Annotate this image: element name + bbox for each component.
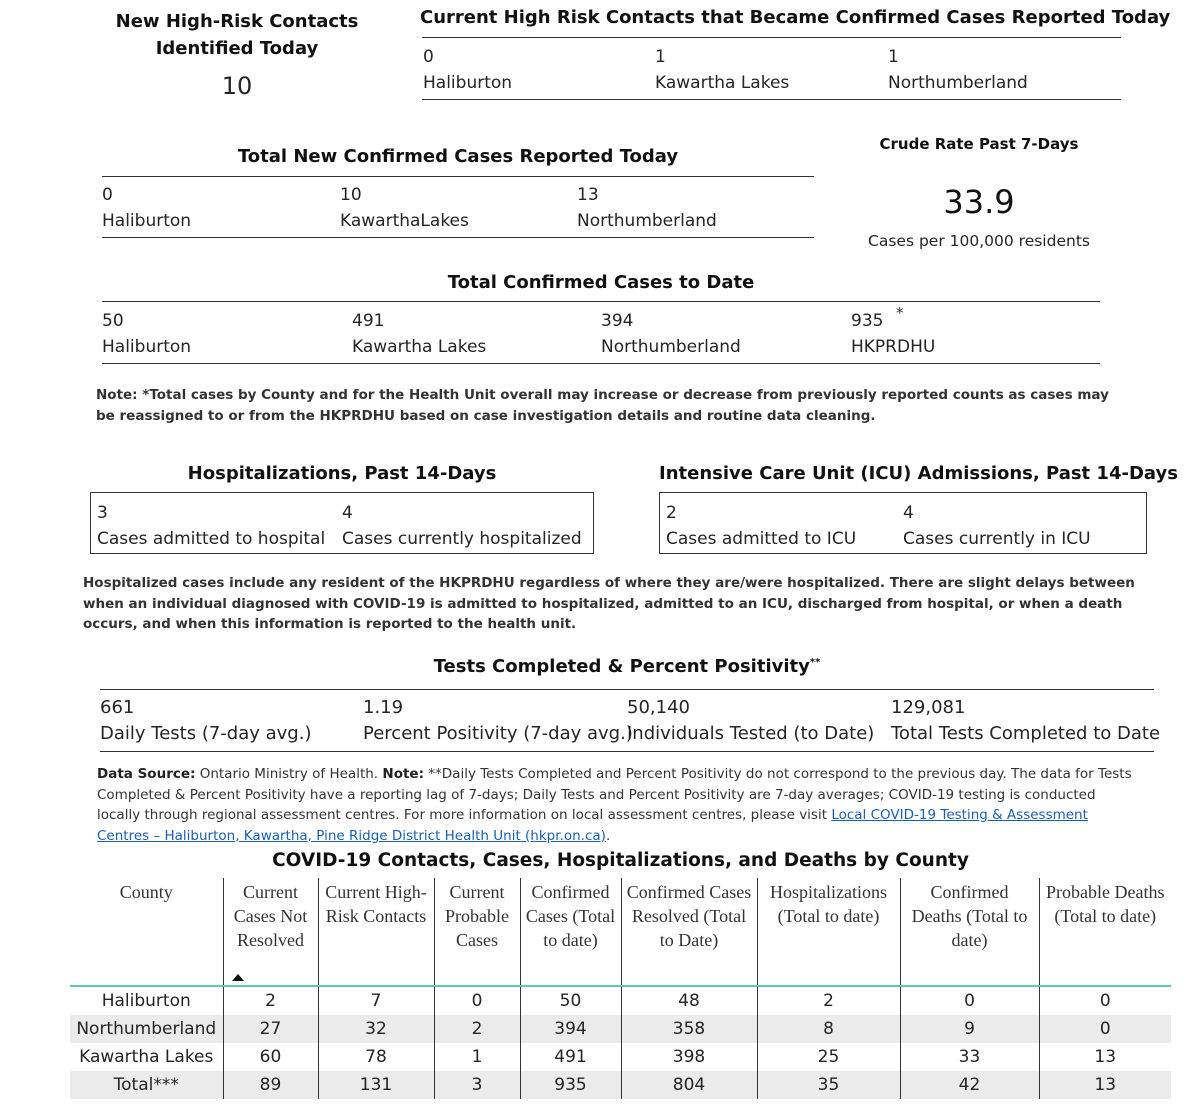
table-row xyxy=(70,1043,1171,1071)
cell: 358 xyxy=(621,1015,757,1043)
note-total-cases: Note: *Total cases by County and for the Health Unit overall may increase or decrease from previously reported counts as cases may be reassigned to or from the HKPRDHU based on case investigation details and routine data cleaning. xyxy=(96,387,1109,424)
cell: 0 xyxy=(1039,1015,1171,1043)
total-confirmed-kawartha xyxy=(352,308,486,360)
data-source-end: . xyxy=(605,827,611,844)
total-confirmed-haliburton xyxy=(102,308,191,360)
total-confirmed-title: Total Confirmed Cases to Date xyxy=(447,272,755,293)
label: Cases currently in ICU xyxy=(903,529,1091,549)
cell: 89 xyxy=(223,1071,318,1099)
label: Haliburton xyxy=(102,337,192,357)
label: Cases admitted to hospital xyxy=(97,529,326,549)
crude-rate-title: Crude Rate Past 7-Days xyxy=(879,135,1079,153)
county-table-title: COVID-19 Contacts, Cases, Hospitalizations, and Deaths by County xyxy=(272,850,969,871)
value: 10 xyxy=(340,185,362,205)
cell: 13 xyxy=(1039,1043,1171,1071)
crude-rate-value: 33.9 xyxy=(943,183,1015,221)
cell: 13 xyxy=(1039,1071,1171,1099)
value: 13 xyxy=(577,185,599,205)
data-source-label: Data Source: xyxy=(97,766,196,782)
icu-title: Intensive Care Unit (ICU) Admissions, Past 14-Days xyxy=(659,463,1178,484)
tests-daily xyxy=(100,695,311,747)
value: 4 xyxy=(342,503,353,523)
cell: 804 xyxy=(621,1071,757,1099)
cell: 78 xyxy=(318,1043,434,1071)
total-confirmed-top-rule xyxy=(102,301,1100,302)
data-source-note xyxy=(97,764,1137,846)
value: 50,140 xyxy=(627,697,690,718)
cell: 48 xyxy=(621,986,757,1015)
tests-title xyxy=(100,656,1154,677)
hr-confirmed-kawartha xyxy=(655,44,789,96)
new-confirmed-kawartha xyxy=(340,182,469,234)
hospitalizations-box xyxy=(90,492,594,554)
header-high-risk-contacts[interactable]: Current High-Risk Contacts xyxy=(318,878,434,986)
cell-county: Northumberland xyxy=(70,1015,223,1043)
label: Percent Positivity (7-day avg.) xyxy=(363,723,633,744)
value: 0 xyxy=(423,47,434,67)
tests-top-rule xyxy=(100,689,1154,690)
hr-confirmed-top-rule xyxy=(422,37,1121,38)
table-row xyxy=(70,986,1171,1015)
cell: 7 xyxy=(318,986,434,1015)
icu-admitted xyxy=(666,500,856,552)
new-confirmed-title: Total New Confirmed Cases Reported Today xyxy=(237,146,679,167)
value: 1 xyxy=(655,47,666,67)
table-header-row xyxy=(70,878,1171,986)
label: Daily Tests (7-day avg.) xyxy=(100,723,312,744)
hr-confirmed-haliburton xyxy=(423,44,512,96)
cell: 131 xyxy=(318,1071,434,1099)
cell: 32 xyxy=(318,1015,434,1043)
county-table xyxy=(70,878,1171,1099)
label: Total Tests Completed to Date xyxy=(891,723,1161,744)
cell: 25 xyxy=(757,1043,900,1071)
label: Individuals Tested (to Date) xyxy=(627,723,875,744)
table-row xyxy=(70,1015,1171,1043)
cell: 2 xyxy=(223,986,318,1015)
hosp-admitted xyxy=(97,500,325,552)
cell: 0 xyxy=(900,986,1039,1015)
cell: 60 xyxy=(223,1043,318,1071)
hospitalizations-title: Hospitalizations, Past 14-Days xyxy=(187,463,497,484)
tests-title-text: Tests Completed & Percent Positivity xyxy=(433,656,810,677)
header-confirmed-deaths[interactable]: Confirmed Deaths (Total to date) xyxy=(900,878,1039,986)
header-cases-not-resolved[interactable] xyxy=(223,878,318,986)
cell: 935 xyxy=(520,1071,621,1099)
value: 3 xyxy=(97,503,108,523)
label: Cases admitted to ICU xyxy=(666,529,857,549)
new-high-risk-title xyxy=(110,8,364,62)
value: 1 xyxy=(888,47,899,67)
hr-confirmed-northumberland xyxy=(888,44,1028,96)
cell: 27 xyxy=(223,1015,318,1043)
label: Kawartha Lakes xyxy=(655,73,790,93)
total-confirmed-asterisk: * xyxy=(896,304,904,322)
cell: 0 xyxy=(1039,986,1171,1015)
cell: 8 xyxy=(757,1015,900,1043)
icu-current xyxy=(903,500,1091,552)
icu-box xyxy=(659,492,1147,554)
cell-county: Kawartha Lakes xyxy=(79,1047,214,1067)
new-high-risk-value: 10 xyxy=(221,72,253,100)
cell-county: Total*** xyxy=(70,1071,223,1099)
assessment-centres-link[interactable]: Local COVID-19 Testing & Assessment Centres – Haliburton, Kawartha, Pine Ridge District Health Unit (hkpr.on.ca) xyxy=(97,807,1088,844)
header-county[interactable]: County xyxy=(119,882,173,902)
new-confirmed-northumberland xyxy=(577,182,717,234)
cell: 1 xyxy=(434,1043,520,1071)
data-source-note-label: Note: xyxy=(382,766,424,782)
cell: 491 xyxy=(520,1043,621,1071)
label: Cases currently hospitalized xyxy=(342,529,582,549)
sort-ascending-icon[interactable] xyxy=(232,974,244,981)
header-probable-deaths[interactable]: Probable Deaths (Total to date) xyxy=(1039,878,1171,986)
crude-rate-caption: Cases per 100,000 residents xyxy=(868,232,1090,250)
value: 491 xyxy=(352,311,385,331)
cell: 2 xyxy=(757,986,900,1015)
label: Haliburton xyxy=(423,73,513,93)
label: HKPRDHU xyxy=(851,337,936,357)
cell: 398 xyxy=(621,1043,757,1071)
cell: 50 xyxy=(520,986,621,1015)
label: Northumberland xyxy=(888,73,1028,93)
new-confirmed-haliburton xyxy=(102,182,191,234)
new-high-risk-title-line1: New High-Risk Contacts xyxy=(115,11,359,32)
data-source-note-text: **Daily Tests Completed and Percent Positivity do not correspond to the previous day. The data for Tests Completed & Percent Positivity have a reporting lag of 7-days; Daily Tests and Percent Positivity are 7-day averages; COVID-19 testing is conducted locally through regional assessment centres. For more information on local assessment centres, please visit xyxy=(97,766,1132,823)
total-confirmed-northumberland xyxy=(601,308,741,360)
cell: 42 xyxy=(900,1071,1039,1099)
value: 50 xyxy=(102,311,124,331)
cell: 9 xyxy=(900,1015,1039,1043)
value: 394 xyxy=(601,311,634,331)
total-confirmed-hkprdhu xyxy=(851,308,935,360)
value: 2 xyxy=(666,503,677,523)
total-confirmed-bottom-rule xyxy=(102,363,1100,364)
header-hospitalizations[interactable]: Hospitalizations (Total to date) xyxy=(757,878,900,986)
tests-bottom-rule xyxy=(100,751,1154,752)
label: Northumberland xyxy=(601,337,741,357)
value: 129,081 xyxy=(891,697,966,718)
header-cases-not-resolved-text: Current Cases Not Resolved xyxy=(233,882,308,950)
value: 1.19 xyxy=(363,697,404,718)
label: Kawartha Lakes xyxy=(352,337,487,357)
cell: 0 xyxy=(434,986,520,1015)
new-confirmed-top-rule xyxy=(102,176,814,177)
note-hospitalizations: Hospitalized cases include any resident of the HKPRDHU regardless of where they are/were hospitalized. There are slight delays between when an individual diagnosed with COVID-19 is admitted to hospitalized, admitted to an ICU, discharged from hospital, or when a death occurs, and when this information is reported to the health unit. xyxy=(83,575,1135,632)
tests-individuals xyxy=(627,695,874,747)
header-confirmed-cases[interactable]: Confirmed Cases (Total to date) xyxy=(520,878,621,986)
data-source-text: Ontario Ministry of Health. xyxy=(195,766,383,782)
label: Haliburton xyxy=(102,211,192,231)
header-confirmed-resolved[interactable]: Confirmed Cases Resolved (Total to Date) xyxy=(621,878,757,986)
tests-positivity xyxy=(363,695,633,747)
hr-confirmed-bottom-rule xyxy=(422,99,1121,100)
label: Northumberland xyxy=(577,211,717,231)
value: 935 xyxy=(851,311,884,331)
hosp-current xyxy=(342,500,582,552)
value: 661 xyxy=(100,697,135,718)
new-high-risk-title-line2: Identified Today xyxy=(155,38,319,59)
header-probable-cases[interactable]: Current Probable Cases xyxy=(434,878,520,986)
tests-total xyxy=(891,695,1160,747)
cell: 35 xyxy=(757,1071,900,1099)
cell-county: Haliburton xyxy=(101,991,191,1011)
table-row xyxy=(70,1071,1171,1099)
label: KawarthaLakes xyxy=(340,211,469,231)
cell: 3 xyxy=(434,1071,520,1099)
tests-title-sup: ** xyxy=(809,657,821,668)
cell: 2 xyxy=(434,1015,520,1043)
hr-confirmed-title: Current High Risk Contacts that Became Confirmed Cases Reported Today xyxy=(420,7,1171,28)
value: 0 xyxy=(102,185,113,205)
value: 4 xyxy=(903,503,914,523)
cell: 394 xyxy=(520,1015,621,1043)
new-confirmed-bottom-rule xyxy=(102,237,814,238)
cell: 33 xyxy=(900,1043,1039,1071)
